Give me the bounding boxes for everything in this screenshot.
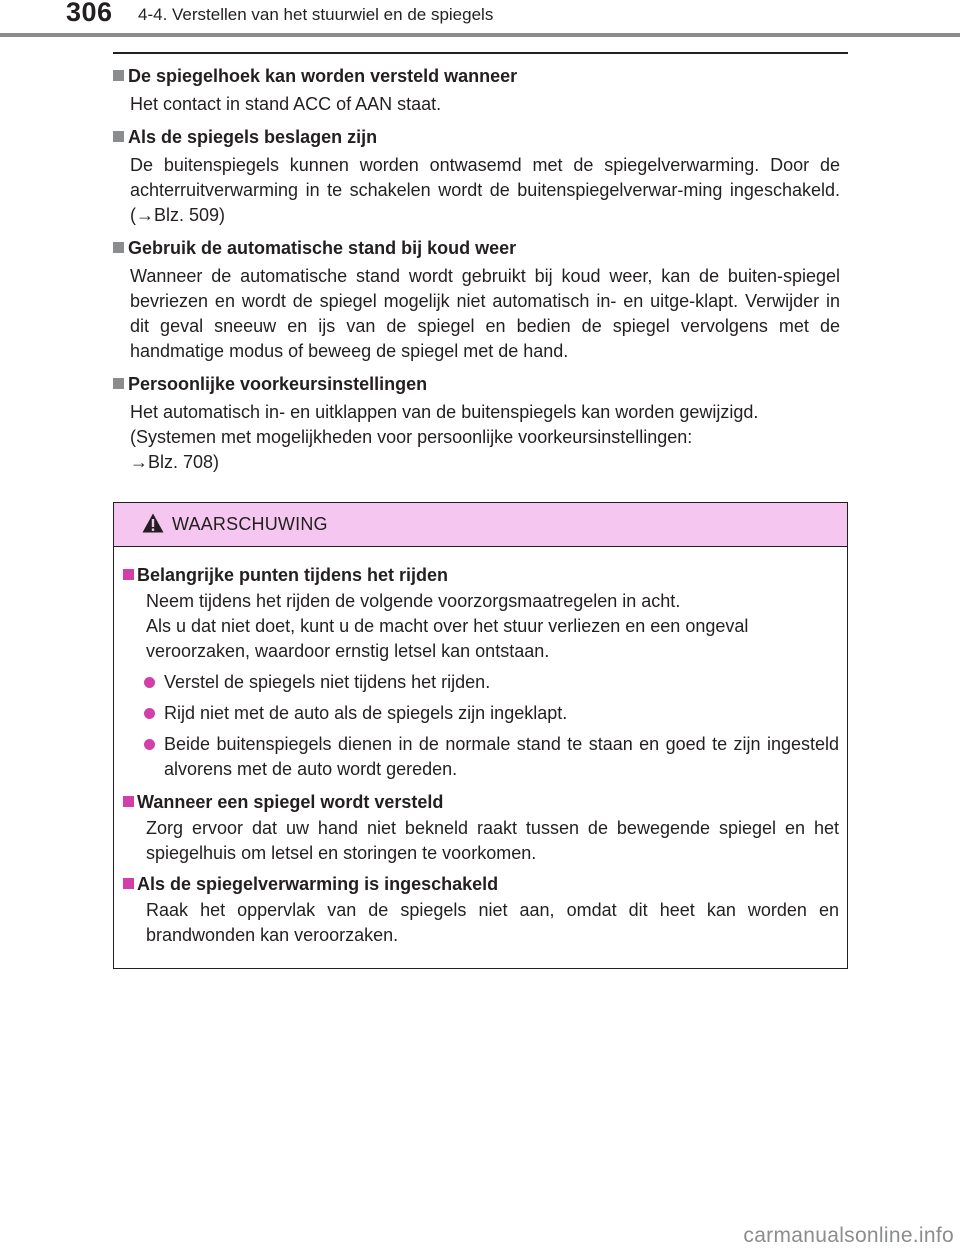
page-number: 306 bbox=[66, 0, 113, 27]
list-item bbox=[144, 670, 839, 695]
item-heading: Persoonlijke voorkeursinstellingen bbox=[128, 374, 428, 394]
bullet-text: Rijd niet met de auto als de spiegels zijn ingeklapt. bbox=[164, 703, 568, 723]
warning-title: WAARSCHUWING bbox=[172, 514, 328, 534]
square-bullet-icon bbox=[123, 569, 134, 580]
square-bullet-icon bbox=[113, 242, 124, 253]
item-body bbox=[130, 400, 840, 475]
warning-section-body: Raak het oppervlak van de spiegels niet aan, omdat dit heet kan worden en brandwonden kan veroorzaken. bbox=[146, 900, 839, 945]
item-body: De buitenspiegels kunnen worden ontwasemd met de spiegelverwarming. Door de achterruitverwarming in te schakelen wordt de buitenspiegelverwar-ming ingeschakeld. (→Blz. 509) bbox=[130, 155, 840, 225]
bullet-text: Verstel de spiegels niet tijdens het rijden. bbox=[164, 672, 491, 692]
header-divider bbox=[0, 33, 960, 37]
warning-header bbox=[114, 503, 847, 547]
warning-section-heading: Als de spiegelverwarming is ingeschakeld bbox=[137, 874, 499, 894]
circle-bullet-icon bbox=[144, 677, 155, 688]
warning-section-heading: Wanneer een spiegel wordt versteld bbox=[137, 792, 444, 812]
warning-bullet-list bbox=[144, 670, 839, 782]
item-heading: De spiegelhoek kan worden versteld wanneer bbox=[128, 66, 518, 86]
item-body: Wanneer de automatische stand wordt gebruikt bij koud weer, kan de buiten-spiegel bevriezen en wordt de spiegel mogelijk niet automatisch in- en uitge-klapt. Verwijder in dit geval sneeuw en ijs van de spiegel en bedien de spiegel vervolgens met de handmatige modus of beweeg de spiegel met de hand. bbox=[130, 266, 840, 361]
square-bullet-icon bbox=[123, 878, 134, 889]
info-item bbox=[113, 372, 840, 475]
warning-triangle-icon bbox=[142, 513, 164, 533]
square-bullet-icon bbox=[113, 378, 124, 389]
watermark: carmanualsonline.info bbox=[743, 1224, 954, 1247]
info-item bbox=[113, 125, 840, 228]
square-bullet-icon bbox=[113, 70, 124, 81]
main-content bbox=[113, 64, 840, 483]
info-item bbox=[113, 236, 840, 364]
item-body-line: →Blz. 708) bbox=[130, 452, 220, 472]
content-top-divider bbox=[113, 52, 848, 54]
item-body: Het contact in stand ACC of AAN staat. bbox=[130, 94, 442, 114]
square-bullet-icon bbox=[113, 131, 124, 142]
warning-section-body: Zorg ervoor dat uw hand niet bekneld raakt tussen de bewegende spiegel en het spiegelhuis om letsel en storingen te voorkomen. bbox=[146, 818, 839, 863]
bullet-text: Beide buitenspiegels dienen in de normale stand te staan en goed te zijn ingesteld alvorens met de auto wordt gereden. bbox=[164, 734, 839, 779]
warning-box bbox=[113, 502, 848, 969]
warning-section bbox=[123, 790, 839, 866]
warning-content bbox=[114, 547, 847, 948]
square-bullet-icon bbox=[123, 796, 134, 807]
item-heading: Als de spiegels beslagen zijn bbox=[128, 127, 378, 147]
list-item bbox=[144, 732, 839, 782]
warning-section-heading: Belangrijke punten tijdens het rijden bbox=[137, 565, 449, 585]
item-body-line: Het automatisch in- en uitklappen van de buitenspiegels kan worden gewijzigd. bbox=[130, 402, 759, 422]
item-heading: Gebruik de automatische stand bij koud weer bbox=[128, 238, 517, 258]
circle-bullet-icon bbox=[144, 739, 155, 750]
warning-section bbox=[123, 872, 839, 948]
section-title: 4-4. Verstellen van het stuurwiel en de spiegels bbox=[138, 5, 494, 24]
page-header bbox=[0, 0, 960, 40]
info-item bbox=[113, 64, 840, 117]
list-item bbox=[144, 701, 839, 726]
circle-bullet-icon bbox=[144, 708, 155, 719]
warning-section-body bbox=[146, 589, 839, 664]
body-line: Als u dat niet doet, kunt u de macht over het stuur verliezen en een ongeval veroorzaken, waardoor ernstig letsel kan ontstaan. bbox=[146, 616, 749, 661]
body-line: Neem tijdens het rijden de volgende voorzorgsmaatregelen in acht. bbox=[146, 591, 681, 611]
item-body-line: (Systemen met mogelijkheden voor persoonlijke voorkeursinstellingen: bbox=[130, 427, 693, 447]
warning-section bbox=[123, 563, 839, 782]
